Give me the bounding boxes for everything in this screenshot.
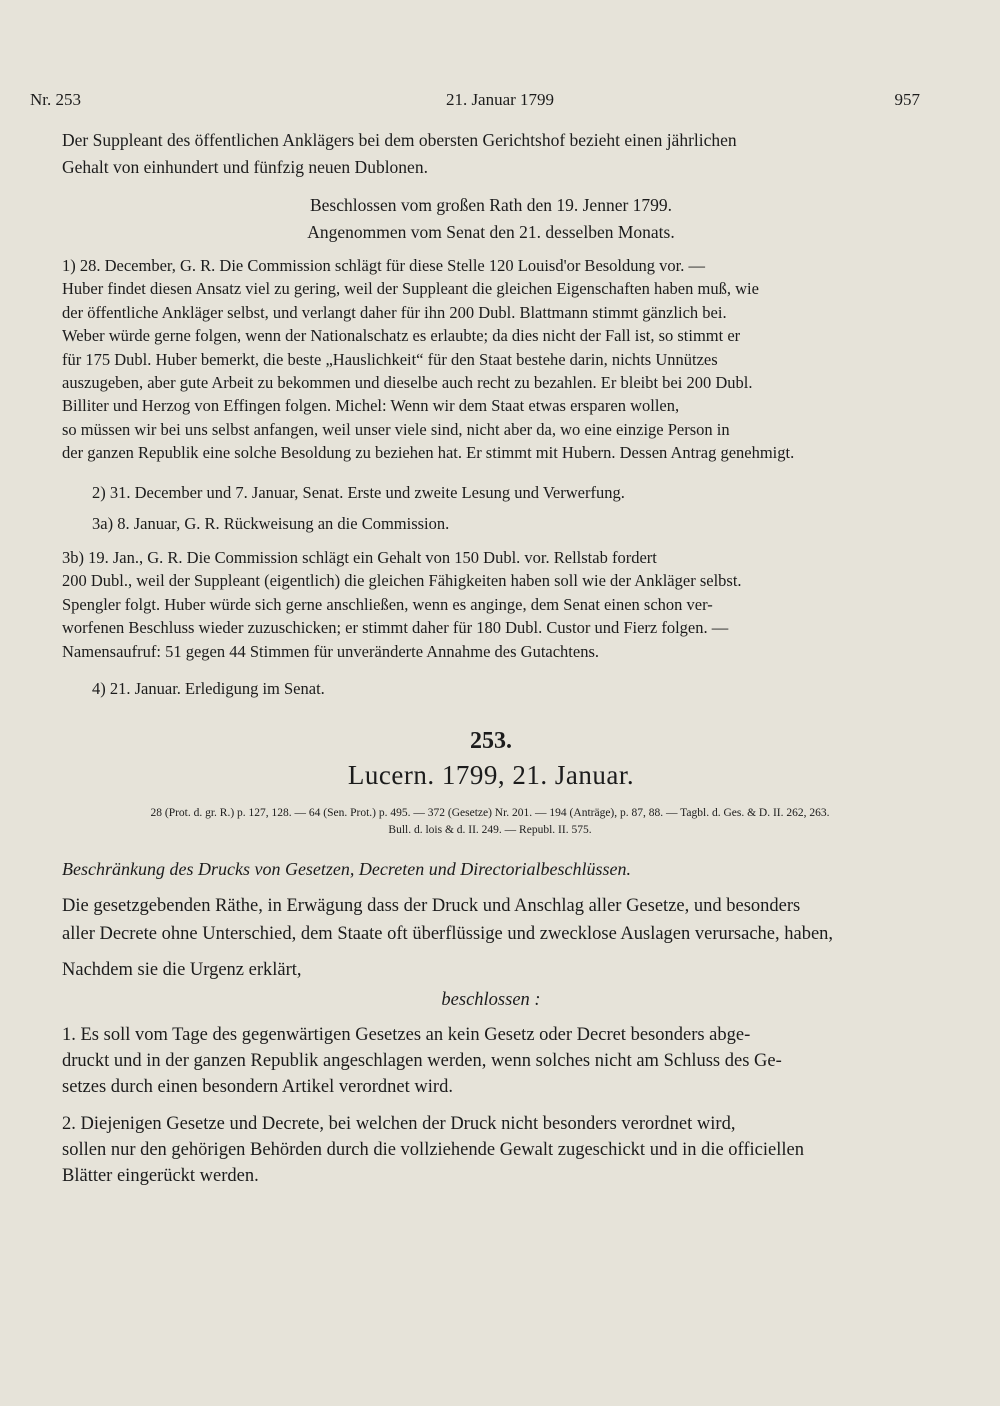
angenommen-line: Angenommen vom Senat den 21. desselben Monats. [307,222,675,242]
header-page-number: 957 [894,90,920,109]
footnote-3a: 3a) 8. Januar, G. R. Rückweisung an die Commission. [92,514,450,533]
section-number [62,730,920,754]
footnote-2: 2) 31. December und 7. Januar, Senat. Erste und zweite Lesung und Verwerfung. [92,483,625,502]
text-line: 1. Es soll vom Tage des gegenwärtigen Gesetzes an kein Gesetz oder Decret besonders abge- [62,1025,751,1045]
text-line: Der Suppleant des öffentlichen Anklägers bei dem obersten Gerichtshof bezieht einen jährlichen [62,130,737,150]
footnote-4: 4) 21. Januar. Erledigung im Senat. [92,679,325,698]
text-line: setzes durch einen besondern Artikel verordnet wird. [62,1077,453,1097]
text-line: worfenen Beschluss wieder zuzuschicken; er stimmt daher für 180 Dubl. Custor und Fierz folgen. — [62,618,729,638]
preamble [62,892,920,948]
header-left: Nr. 253 [30,90,81,109]
article-2 [62,1111,920,1189]
text-line: sollen nur den gehörigen Behörden durch die vollziehende Gewalt zugeschickt und in die officiellen [62,1140,804,1160]
beschlossen-heading: beschlossen : [441,990,541,1010]
header-center: 21. Januar 1799 [445,90,555,109]
text-line: Die gesetzgebenden Räthe, in Erwägung dass der Druck und Anschlag aller Gesetze, und besonders [62,896,801,916]
text-line: Namensaufruf: 51 gegen 44 Stimmen für unveränderte Annahme des Gutachtens. [62,641,600,661]
text-line: 2. Diejenigen Gesetze und Decrete, bei welchen der Druck nicht besonders verordnet wird, [62,1114,736,1134]
subtitle: Beschränkung des Drucks von Gesetzen, Decreten und Directorialbeschlüssen. [62,859,632,879]
footnote-3b [62,546,920,663]
section-title-text: Lucern. 1799, 21. Januar. [347,760,635,790]
text-line: Weber würde gerne folgen, wenn der Nationalschatz es erlaubte; da dies nicht der Fall ist, so stimmt er [62,326,741,346]
text-line: Gehalt von einhundert und fünfzig neuen Dublonen. [62,157,428,177]
urgenz-line: Nachdem sie die Urgenz erklärt, [62,960,302,980]
references [30,805,950,839]
text-line: Billiter und Herzog von Effingen folgen. Michel: Wenn wir dem Staat etwas ersparen wollen, [62,396,680,416]
beschlossen-line: Beschlossen vom großen Rath den 19. Jenner 1799. [309,195,673,215]
text-line: 200 Dubl., weil der Suppleant (eigentlich) die gleichen Fähigkeiten haben soll wie der Ankläger selbst. [62,571,742,591]
section-title [62,760,920,790]
reference-line: 28 (Prot. d. gr. R.) p. 127, 128. — 64 (Sen. Prot.) p. 495. — 372 (Gesetze) Nr. 201. — 194 (Anträge), p. 87, 88. — Tagbl. d. Ges. & D. II. 262, 263. [150,807,830,819]
section-number-text: 253. [470,728,512,754]
paragraph-suppleant [62,127,920,181]
reference-line: Bull. d. lois & d. II. 249. — Republ. II. 575. [388,824,592,836]
text-line: Blätter eingerückt werden. [62,1166,259,1186]
footnote-1 [62,254,920,465]
text-line: der ganzen Republik eine solche Besoldung zu beziehen hat. Er stimmt mit Hubern. Dessen Antrag genehmigt. [62,443,795,463]
text-line: für 175 Dubl. Huber bemerkt, die beste „Hauslichkeit“ für den Staat bestehe darin, nichts Unnützes [62,349,718,369]
text-line: 1) 28. December, G. R. Die Commission schlägt für diese Stelle 120 Louisd'or Besoldung vor. — [62,256,705,275]
text-line: druckt und in der ganzen Republik angeschlagen werden, wenn solches nicht am Schluss des Ge- [62,1051,782,1071]
article-1 [62,1022,920,1100]
decision-block [62,192,920,246]
text-line: der öffentliche Ankläger selbst, und verlangt daher für ihn 200 Dubl. Blattmann stimmt gänzlich bei. [62,302,727,322]
text-line: Huber findet diesen Ansatz viel zu gering, weil der Suppleant die gleichen Eigenschaften haben muß, wie [62,279,759,299]
text-line: 3b) 19. Jan., G. R. Die Commission schlägt ein Gehalt von 150 Dubl. vor. Rellstab fordert [62,548,657,567]
text-line: so müssen wir bei uns selbst anfangen, weil unser viele sind, nicht aber da, wo eine einzige Person in [62,419,730,439]
text-line: Spengler folgt. Huber würde sich gerne anschließen, wenn es anginge, dem Senat einen schon ver- [62,594,713,614]
text-line: aller Decrete ohne Unterschied, dem Staate oft überflüssige und zwecklose Auslagen verursache, haben, [62,924,834,944]
text-line: auszugeben, aber gute Arbeit zu bekommen und dieselbe auch recht zu bezahlen. Er bleibt bei 200 Dubl. [62,373,753,393]
